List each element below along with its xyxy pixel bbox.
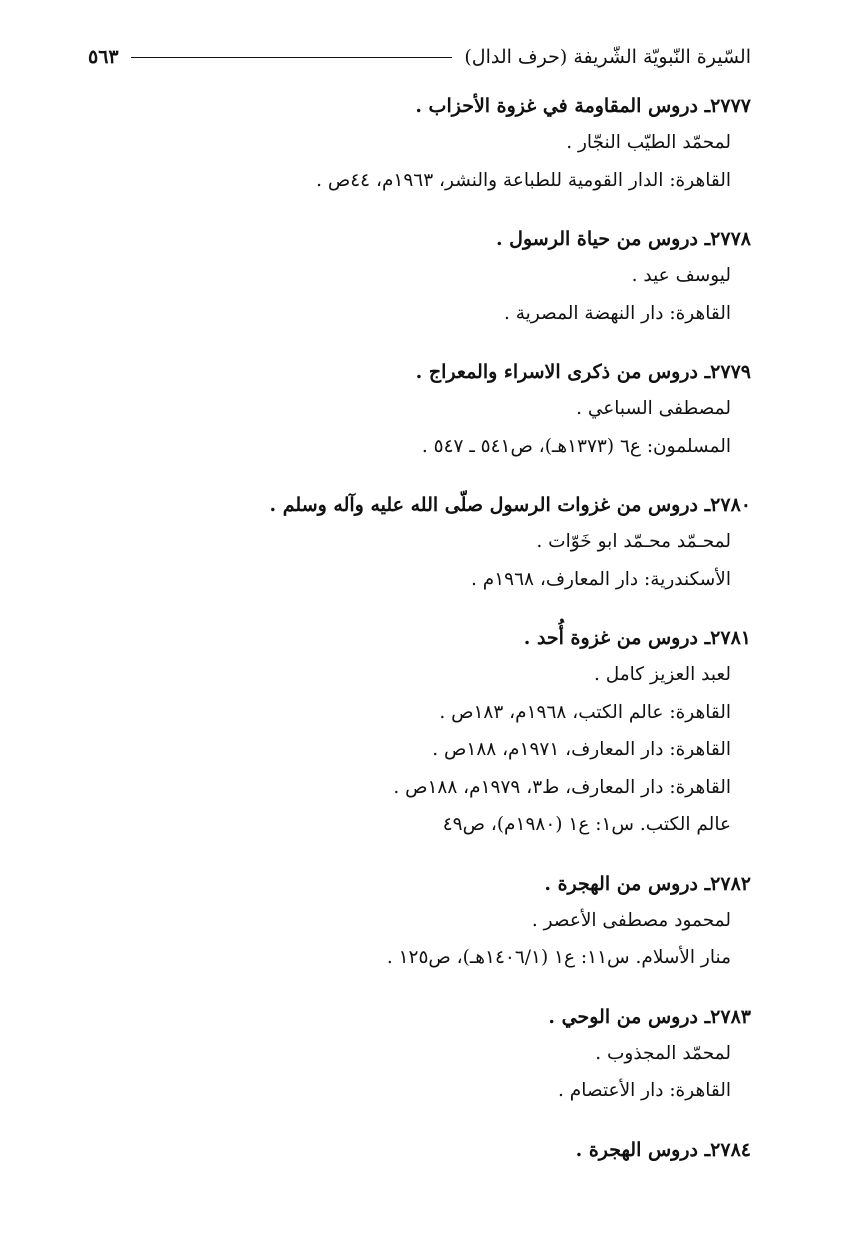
bibliography-entry [91, 88, 751, 199]
entry-author: لمحمّد الطيّب النجّار . [566, 132, 731, 153]
bibliography-entry [91, 866, 751, 977]
bibliography-entries [91, 88, 751, 1190]
entry-title: ٢٧٨١ـ دروس من غزوة أُحد . [523, 627, 751, 649]
entry-publication: الأسكندرية: دار المعارف، ١٩٦٨م . [471, 568, 731, 590]
entry-author: لمحمّد المجذوب . [595, 1042, 731, 1064]
entry-publication: القاهرة: دار المعارف، ط٣، ١٩٧٩م، ١٨٨ص . [393, 776, 731, 798]
entry-title: ٢٧٧٧ـ دروس المقاومة في غزوة الأحزاب . [415, 95, 751, 117]
entry-publication: منار الأسلام. س١١: ع١ (١٤٠٦/١هـ)، ص١٢٥ . [386, 947, 731, 968]
entry-title: ٢٧٨٣ـ دروس من الوحي . [548, 1005, 751, 1028]
entry-publication: القاهرة: عالم الكتب، ١٩٦٨م، ١٨٣ص . [439, 701, 731, 723]
entry-publication: القاهرة: دار المعارف، ١٩٧١م، ١٨٨ص . [432, 739, 731, 760]
entry-title: ٢٧٨٢ـ دروس من الهجرة . [544, 872, 751, 895]
entry-author: لعبد العزيز كامل . [593, 664, 731, 685]
entry-author: لمحمود مصطفى الأعصر . [531, 909, 731, 931]
entry-publication: القاهرة: الدار القومية للطباعة والنشر، ١٩٦٣م، ٤٤ص . [316, 169, 731, 191]
running-header-title: السّيرة النّبويّة الشّريفة (حرف الدال) [464, 46, 751, 68]
entry-title: ٢٧٨٤ـ دروس الهجرة . [575, 1138, 751, 1161]
entry-author: لمحـمّد محـمّد ابو خَوّات . [536, 531, 731, 552]
entry-publication: القاهرة: دار الأعتصام . [558, 1080, 731, 1101]
entry-publication: المسلمون: ع٦ (١٣٧٣هـ)، ص٥٤١ ـ ٥٤٧ . [421, 435, 731, 457]
entry-author: لمصطفى السباعي . [576, 398, 731, 419]
entry-publication: القاهرة: دار النهضة المصرية . [503, 302, 731, 324]
entry-title: ٢٧٧٨ـ دروس من حياة الرسول . [495, 228, 751, 250]
running-header [88, 40, 751, 74]
entry-title: ٢٧٧٩ـ دروس من ذكرى الاسراء والمعراج . [415, 361, 751, 383]
bibliography-entry [91, 487, 751, 598]
bibliography-entry [91, 999, 751, 1110]
entry-publication: عالم الكتب. س١: ع١ (١٩٨٠م)، ص٤٩ [442, 814, 731, 835]
header-rule [131, 57, 453, 58]
entry-author: ليوسف عيد . [631, 265, 731, 286]
bibliography-entry [91, 1132, 751, 1168]
page-number: ٥٦٣ [88, 46, 119, 68]
bibliography-entry [91, 354, 751, 465]
bibliography-entry [91, 620, 751, 844]
bibliography-entry [91, 221, 751, 332]
entry-title: ٢٧٨٠ـ دروس من غزوات الرسول صلّى الله عليه وآله وسلم . [269, 494, 751, 516]
